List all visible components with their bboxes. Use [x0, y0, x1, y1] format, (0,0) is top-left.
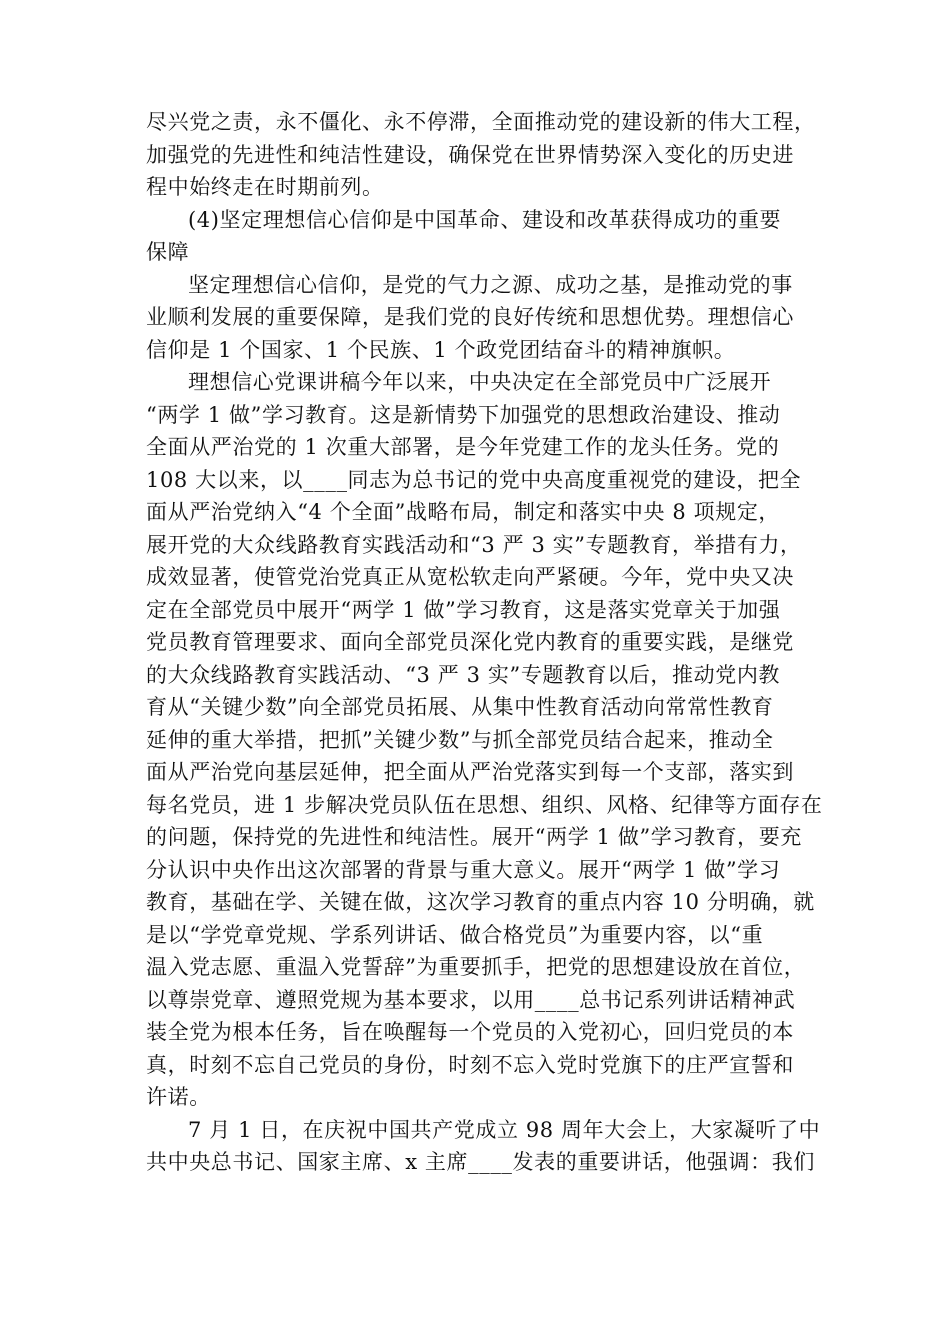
text-line: 共中央总书记、国家主席、x 主席____发表的重要讲话，他强调：我们	[146, 1150, 815, 1174]
text-line: 许诺。	[146, 1085, 211, 1109]
paragraph-first-line: 坚定理想信心信仰，是党的气力之源、成功之基，是推动党的事	[188, 272, 793, 297]
text-line: 定在全部党员中展开“两学 1 做”学习教育，这是落实党章关于加强	[146, 597, 781, 622]
text-line: 程中始终走在时期前列。	[146, 175, 384, 199]
text-line: 育从“关键少数”向全部党员拓展、从集中性教育活动向常常性教育	[146, 695, 774, 719]
paragraph-first-line: 7 月 1 日，在庆祝中国共产党成立 98 周年大会上，大家凝听了中	[188, 1117, 821, 1142]
text-line: 温入党志愿、重温入党誓辞”为重要抓手，把党的思想建设放在首位，	[146, 955, 806, 979]
text-line: 以尊崇党章、遵照党规为基本要求，以用____总书记系列讲话精神武	[146, 987, 796, 1012]
text-line: 教育，基础在学、关键在做，这次学习教育的重点内容 10 分明确，就	[146, 890, 815, 914]
text-line: 面从严治党纳入“4 个全面”战略布局，制定和落实中央 8 项规定，	[146, 500, 781, 524]
text-line: 展开党的大众线路教育实践活动和“3 严 3 实”专题教育，举措有力，	[146, 532, 802, 557]
text-line: “两学 1 做”学习教育。这是新情势下加强党的思想政治建设、推动	[146, 402, 781, 427]
text-line: 延伸的重大举措，把抓”关键少数”与抓全部党员结合起来，推动全	[146, 727, 774, 752]
text-line: 是以“学党章党规、学系列讲话、做合格党员”为重要内容，以“重	[146, 922, 764, 947]
text-line: 每名党员，进 1 步解决党员队伍在思想、组织、风格、纪律等方面存在	[146, 792, 823, 817]
section-heading-line: 保障	[146, 240, 190, 264]
text-line: 的大众线路教育实践活动、“3 严 3 实”专题教育以后，推动党内教	[146, 662, 781, 687]
text-line: 加强党的先进性和纯洁性建设，确保党在世界情势深入变化的历史进	[146, 142, 794, 167]
section-heading-line: (4)坚定理想信心信仰是中国革命、建设和改革获得成功的重要	[188, 207, 782, 232]
text-line: 分认识中央作出这次部署的背景与重大意义。展开“两学 1 做”学习	[146, 857, 781, 882]
text-line: 面从严治党向基层延伸，把全面从严治党落实到每一个支部，落实到	[146, 760, 794, 784]
text-line: 真，时刻不忘自己党员的身份，时刻不忘入党时党旗下的庄严宣誓和	[146, 1052, 794, 1077]
text-line: 党员教育管理要求、面向全部党员深化党内教育的重要实践，是继党	[146, 630, 794, 654]
paragraph-first-line: 理想信心党课讲稿今年以来，中央决定在全部党员中广泛展开	[188, 370, 772, 394]
document-body	[146, 106, 823, 1179]
text-line: 装全党为根本任务，旨在唤醒每一个党员的入党初心，回归党员的本	[146, 1020, 794, 1044]
text-line: 尽兴党之责，永不僵化、永不停滞，全面推动党的建设新的伟大工程，	[146, 110, 816, 134]
text-line: 成效显著，使管党治党真正从宽松软走向严紧硬。今年，党中央又决	[146, 565, 794, 589]
text-line: 全面从严治党的 1 次重大部署，是今年党建工作的龙头任务。党的	[146, 435, 780, 459]
text-line: 业顺利发展的重要保障，是我们党的良好传统和思想优势。理想信心	[146, 305, 794, 329]
text-line: 信仰是 1 个国家、1 个民族、1 个政党团结奋斗的精神旗帜。	[146, 337, 736, 362]
text-line: 的问题，保持党的先进性和纯洁性。展开“两学 1 做”学习教育，要充	[146, 825, 802, 849]
text-line: 108 大以来，以____同志为总书记的党中央高度重视党的建设，把全	[146, 467, 802, 492]
